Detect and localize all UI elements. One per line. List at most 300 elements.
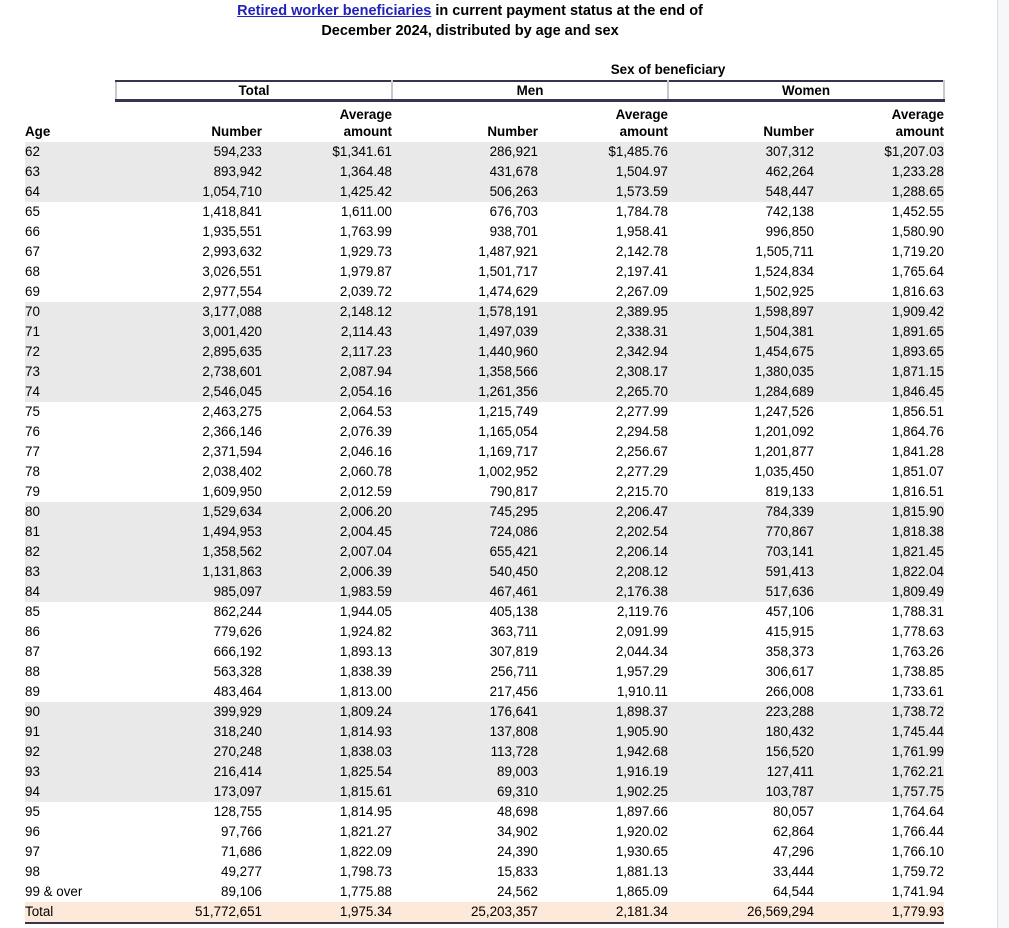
men-number-cell: 34,902: [497, 824, 538, 839]
women-average-cell: 1,733.61: [891, 684, 944, 699]
men-number-cell: 217,456: [489, 684, 538, 699]
women-number-cell: 223,288: [668, 702, 814, 722]
column-header-men-average: [538, 101, 668, 143]
women-number-cell: 1,201,092: [754, 424, 814, 439]
men-number-cell: 1,501,717: [478, 264, 538, 279]
table-row: [25, 382, 944, 402]
men-number-cell: 655,421: [392, 542, 538, 562]
men-average-cell: 2,119.76: [616, 604, 668, 619]
men-average-cell: 1,865.09: [615, 884, 668, 899]
total-number-cell: 862,244: [213, 604, 262, 619]
men-number-cell: 256,711: [490, 664, 538, 679]
age-cell: 86: [25, 624, 40, 639]
women-average-cell: 1,871.15: [814, 362, 944, 382]
men-average-cell: 2,215.70: [615, 484, 668, 499]
total-number-cell: 2,463,275: [202, 404, 262, 419]
men-number-cell: 307,819: [489, 644, 538, 659]
column-header-age: Age: [25, 123, 51, 139]
total-average-cell: 2,076.39: [339, 424, 392, 439]
beneficiaries-table: [25, 56, 945, 924]
column-header-men-number: Number: [487, 123, 538, 139]
total-number-cell: 2,546,045: [116, 382, 262, 402]
total-average-cell: 1,815.61: [262, 782, 392, 802]
men-number-cell: 1,165,054: [478, 424, 538, 439]
women-number-cell: 62,864: [773, 824, 814, 839]
age-cell: 77: [25, 444, 40, 459]
women-number-cell: 517,636: [668, 582, 814, 602]
age-cell: 93: [25, 762, 116, 782]
table-row: [25, 902, 944, 923]
women-average-cell: 1,891.65: [814, 322, 944, 342]
total-number-cell: 49,277: [221, 864, 262, 879]
total-average-cell: 1,924.82: [339, 624, 392, 639]
total-number-cell: 483,464: [213, 684, 262, 699]
total-average-cell: 2,087.94: [262, 362, 392, 382]
men-number-cell: 431,678: [392, 162, 538, 182]
men-number-cell: 1,261,356: [392, 382, 538, 402]
men-number-cell: 286,921: [392, 142, 538, 162]
women-average-cell: 1,851.07: [891, 464, 944, 479]
total-number-cell: 2,977,554: [202, 284, 262, 299]
total-number-cell: 1,358,562: [116, 542, 262, 562]
men-average-cell: 1,573.59: [538, 182, 668, 202]
total-number-cell: 2,738,601: [116, 362, 262, 382]
total-average-cell: 2,117.23: [262, 342, 392, 362]
women-average-cell: 1,816.51: [891, 484, 944, 499]
women-number-cell: 784,339: [668, 502, 814, 522]
age-cell: 82: [25, 542, 116, 562]
women-average-cell: 1,719.20: [891, 244, 944, 259]
total-number-cell: 1,494,953: [116, 522, 262, 542]
table-row: [25, 142, 944, 162]
men-number-cell: 1,002,952: [478, 464, 538, 479]
table-row: [25, 802, 944, 822]
women-number-cell: 1,504,381: [668, 322, 814, 342]
table-row: [25, 562, 944, 582]
women-average-cell: 1,821.45: [814, 542, 944, 562]
men-average-cell: 1,902.25: [538, 782, 668, 802]
men-average-cell: 2,091.99: [615, 624, 668, 639]
total-average-cell: 1,838.39: [339, 664, 392, 679]
women-number-cell: 156,520: [668, 742, 814, 762]
age-cell: 76: [25, 424, 40, 439]
men-number-cell: 790,817: [489, 484, 538, 499]
men-number-cell: 1,215,749: [478, 404, 538, 419]
total-average-cell: 2,114.43: [262, 322, 392, 342]
men-average-cell: 2,277.29: [615, 464, 668, 479]
total-average-cell: 1,763.99: [339, 224, 392, 239]
women-average-cell: 1,761.99: [814, 742, 944, 762]
age-cell: 65: [25, 204, 40, 219]
total-average-cell: 1,944.05: [339, 604, 392, 619]
total-average-cell: 1,611.00: [340, 204, 392, 219]
total-number-cell: 1,054,710: [116, 182, 262, 202]
men-number-cell: 15,833: [497, 864, 538, 879]
scrollbar-track[interactable]: [997, 0, 1009, 928]
women-number-cell: 1,247,526: [754, 404, 814, 419]
age-cell: 94: [25, 782, 116, 802]
women-average-cell: 1,580.90: [891, 224, 944, 239]
table-row: [25, 742, 944, 762]
women-number-cell: 307,312: [668, 142, 814, 162]
women-number-cell: 80,057: [773, 804, 814, 819]
women-average-cell: 1,759.72: [891, 864, 944, 879]
women-average-cell: 1,765.64: [891, 264, 944, 279]
sex-header-row: [25, 56, 944, 81]
total-average-cell: 1,425.42: [262, 182, 392, 202]
women-number-cell: 742,138: [765, 204, 814, 219]
men-number-cell: 506,263: [392, 182, 538, 202]
column-header-women-average: [814, 101, 944, 143]
men-average-cell: 1,897.66: [615, 804, 668, 819]
women-average-cell: 1,764.64: [891, 804, 944, 819]
table-row: [25, 322, 944, 342]
table-row: [25, 522, 944, 542]
women-number-cell: 1,505,711: [755, 244, 814, 259]
men-number-cell: 69,310: [392, 782, 538, 802]
women-average-cell: 1,452.55: [891, 204, 944, 219]
total-number-cell: 270,248: [116, 742, 262, 762]
men-average-cell: 2,256.67: [615, 444, 668, 459]
age-cell: 95: [25, 804, 40, 819]
age-cell: 91: [25, 722, 116, 742]
table-row: [25, 402, 944, 422]
women-average-cell: 1,745.44: [814, 722, 944, 742]
men-number-cell: 724,086: [392, 522, 538, 542]
women-number-cell: 462,264: [668, 162, 814, 182]
total-number-cell: 173,097: [116, 782, 262, 802]
women-number-cell: 591,413: [668, 562, 814, 582]
men-number-cell: 1,497,039: [392, 322, 538, 342]
age-cell: 62: [25, 142, 116, 162]
total-number-cell: 2,371,594: [202, 444, 262, 459]
total-number-cell: 985,097: [116, 582, 262, 602]
sex-of-beneficiary-header: Sex of beneficiary: [610, 62, 726, 77]
table-row: [25, 222, 944, 242]
women-number-cell: 770,867: [668, 522, 814, 542]
women-average-cell: 1,788.31: [891, 604, 944, 619]
women-number-cell: 127,411: [668, 762, 814, 782]
age-cell: 68: [25, 264, 40, 279]
age-cell: 78: [25, 464, 40, 479]
total-average-cell: 1,364.48: [262, 162, 392, 182]
total-average-cell: 1,975.34: [262, 902, 392, 923]
men-average-cell: $1,485.76: [538, 142, 668, 162]
age-cell: 84: [25, 582, 116, 602]
age-cell: 75: [25, 404, 40, 419]
total-average-cell: 1,809.24: [262, 702, 392, 722]
women-average-cell: 1,856.51: [891, 404, 944, 419]
women-number-cell: 103,787: [668, 782, 814, 802]
title-link[interactable]: Retired worker beneficiaries: [237, 3, 432, 19]
total-number-cell: 1,935,551: [202, 224, 262, 239]
total-average-cell: 1,813.00: [339, 684, 392, 699]
age-cell: 96: [25, 824, 40, 839]
spacer-cell: [25, 81, 116, 101]
men-average-cell: 2,206.14: [538, 542, 668, 562]
table-row: [25, 662, 944, 682]
men-number-cell: 137,808: [392, 722, 538, 742]
table-row: [25, 262, 944, 282]
total-number-cell: 779,626: [213, 624, 262, 639]
women-average-cell: 1,909.42: [814, 302, 944, 322]
column-header-row: [25, 101, 944, 143]
women-average-cell: 1,738.85: [891, 664, 944, 679]
table-row: [25, 762, 944, 782]
men-number-cell: 467,461: [392, 582, 538, 602]
men-average-cell: 1,958.41: [615, 224, 668, 239]
women-average-cell: 1,778.63: [891, 624, 944, 639]
total-number-cell: 3,177,088: [116, 302, 262, 322]
table-row: [25, 342, 944, 362]
women-number-cell: 548,447: [668, 182, 814, 202]
men-average-cell: 1,942.68: [538, 742, 668, 762]
average-header-line: amount: [343, 123, 392, 139]
total-number-cell: 1,131,863: [116, 562, 262, 582]
age-cell: 64: [25, 182, 116, 202]
total-number-cell: 563,328: [213, 664, 262, 679]
women-average-cell: 1,757.75: [814, 782, 944, 802]
table-row: [25, 862, 944, 882]
total-average-cell: 1,821.27: [339, 824, 392, 839]
men-number-cell: 1,474,629: [478, 284, 538, 299]
men-number-cell: 1,578,191: [392, 302, 538, 322]
men-number-cell: 48,698: [497, 804, 538, 819]
age-cell: 98: [25, 864, 40, 879]
men-number-cell: 113,728: [392, 742, 538, 762]
table-row: [25, 722, 944, 742]
total-average-cell: 1,825.54: [262, 762, 392, 782]
total-number-cell: 318,240: [116, 722, 262, 742]
total-number-cell: 216,414: [116, 762, 262, 782]
total-number-cell: 51,772,651: [116, 902, 262, 923]
table-row: [25, 682, 944, 702]
men-number-cell: 676,703: [489, 204, 538, 219]
men-average-cell: 2,208.12: [538, 562, 668, 582]
total-average-cell: 2,064.53: [339, 404, 392, 419]
age-cell: 72: [25, 342, 116, 362]
age-cell: 81: [25, 522, 116, 542]
women-average-cell: 1,741.94: [891, 884, 944, 899]
women-number-cell: 1,524,834: [754, 264, 814, 279]
column-header-total-average: [262, 101, 392, 143]
total-average-cell: 2,007.04: [262, 542, 392, 562]
table-row: [25, 642, 944, 662]
table-row: [25, 182, 944, 202]
group-header-men: Men: [392, 81, 668, 101]
men-number-cell: 89,003: [392, 762, 538, 782]
total-average-cell: 2,060.78: [339, 464, 392, 479]
average-header-line: amount: [895, 123, 944, 139]
total-number-cell: 399,929: [116, 702, 262, 722]
men-number-cell: 745,295: [392, 502, 538, 522]
women-number-cell: 1,284,689: [668, 382, 814, 402]
age-cell: 89: [25, 684, 40, 699]
total-average-cell: 2,046.16: [339, 444, 392, 459]
men-average-cell: 2,342.94: [538, 342, 668, 362]
average-header-line: Average: [339, 107, 392, 122]
total-average-cell: 1,838.03: [262, 742, 392, 762]
age-cell: 71: [25, 322, 116, 342]
women-average-cell: $1,207.03: [814, 142, 944, 162]
men-average-cell: 2,338.31: [538, 322, 668, 342]
women-number-cell: 1,598,897: [668, 302, 814, 322]
total-number-cell: 97,766: [221, 824, 262, 839]
total-number-cell: 1,529,634: [116, 502, 262, 522]
women-number-cell: 1,380,035: [668, 362, 814, 382]
total-number-cell: 2,038,402: [202, 464, 262, 479]
total-number-cell: 89,106: [221, 884, 262, 899]
total-average-cell: 1,979.87: [339, 264, 392, 279]
total-average-cell: 1,775.88: [339, 884, 392, 899]
women-number-cell: 1,201,877: [754, 444, 814, 459]
men-number-cell: 1,440,960: [392, 342, 538, 362]
men-average-cell: 1,504.97: [538, 162, 668, 182]
total-average-cell: 2,012.59: [339, 484, 392, 499]
men-number-cell: 24,390: [497, 844, 538, 859]
total-average-cell: 2,004.45: [262, 522, 392, 542]
men-number-cell: 24,562: [497, 884, 538, 899]
women-average-cell: 1,766.10: [891, 844, 944, 859]
table-row: [25, 302, 944, 322]
total-number-cell: 128,755: [213, 804, 262, 819]
age-cell: 66: [25, 224, 40, 239]
women-average-cell: 1,846.45: [814, 382, 944, 402]
total-number-cell: 71,686: [221, 844, 262, 859]
women-average-cell: 1,864.76: [891, 424, 944, 439]
table-row: [25, 362, 944, 382]
women-number-cell: 64,544: [773, 884, 814, 899]
women-number-cell: 1,454,675: [668, 342, 814, 362]
table-row: [25, 442, 944, 462]
men-average-cell: 2,197.41: [615, 264, 668, 279]
total-average-cell: 2,148.12: [262, 302, 392, 322]
men-average-cell: 2,267.09: [615, 284, 668, 299]
age-cell: Total: [25, 902, 116, 923]
men-average-cell: 2,294.58: [615, 424, 668, 439]
total-number-cell: 1,418,841: [202, 204, 262, 219]
title-line1-rest: in current payment status at the end of: [431, 3, 703, 19]
table-row: [25, 602, 944, 622]
women-average-cell: 1,288.65: [814, 182, 944, 202]
age-cell: 92: [25, 742, 116, 762]
men-number-cell: 25,203,357: [392, 902, 538, 923]
table-row: [25, 622, 944, 642]
age-cell: 73: [25, 362, 116, 382]
men-number-cell: 540,450: [392, 562, 538, 582]
women-number-cell: 33,444: [773, 864, 814, 879]
women-number-cell: 26,569,294: [668, 902, 814, 923]
men-average-cell: 1,910.11: [616, 684, 668, 699]
total-number-cell: 2,993,632: [202, 244, 262, 259]
women-number-cell: 47,296: [773, 844, 814, 859]
group-header-women: Women: [668, 81, 944, 101]
women-number-cell: 703,141: [668, 542, 814, 562]
men-number-cell: 176,641: [392, 702, 538, 722]
men-average-cell: 1,920.02: [615, 824, 668, 839]
column-header-total-number: Number: [211, 123, 262, 139]
age-cell: 63: [25, 162, 116, 182]
women-average-cell: 1,809.49: [814, 582, 944, 602]
women-average-cell: 1,779.93: [814, 902, 944, 923]
group-header-total: Total: [116, 81, 392, 101]
total-average-cell: 2,006.39: [262, 562, 392, 582]
women-average-cell: 1,233.28: [814, 162, 944, 182]
table-row: [25, 882, 944, 902]
table-row: [25, 462, 944, 482]
men-number-cell: 1,358,566: [392, 362, 538, 382]
age-cell: 87: [25, 644, 40, 659]
women-number-cell: 358,373: [765, 644, 814, 659]
total-number-cell: 3,001,420: [116, 322, 262, 342]
women-number-cell: 1,502,925: [754, 284, 814, 299]
men-average-cell: 2,181.34: [538, 902, 668, 923]
page-title: [0, 2, 940, 41]
women-number-cell: 1,035,450: [754, 464, 814, 479]
table-row: [25, 162, 944, 182]
men-average-cell: 1,930.65: [615, 844, 668, 859]
women-average-cell: 1,841.28: [891, 444, 944, 459]
table-row: [25, 842, 944, 862]
table-row: [25, 482, 944, 502]
total-average-cell: 2,006.20: [262, 502, 392, 522]
average-header-line: amount: [619, 123, 668, 139]
men-average-cell: 1,881.13: [615, 864, 668, 879]
women-average-cell: 1,818.38: [814, 522, 944, 542]
age-cell: 69: [25, 284, 40, 299]
table-row: [25, 822, 944, 842]
age-cell: 83: [25, 562, 116, 582]
total-number-cell: 2,895,635: [116, 342, 262, 362]
women-number-cell: 819,133: [765, 484, 814, 499]
total-number-cell: 2,366,146: [202, 424, 262, 439]
men-number-cell: 1,169,717: [478, 444, 538, 459]
women-average-cell: 1,763.26: [891, 644, 944, 659]
total-average-cell: 1,929.73: [339, 244, 392, 259]
table-row: [25, 782, 944, 802]
men-average-cell: 1,905.90: [538, 722, 668, 742]
women-average-cell: 1,815.90: [814, 502, 944, 522]
women-average-cell: 1,766.44: [891, 824, 944, 839]
women-average-cell: 1,816.63: [891, 284, 944, 299]
age-cell: 90: [25, 702, 116, 722]
women-number-cell: 180,432: [668, 722, 814, 742]
total-number-cell: 3,026,551: [202, 264, 262, 279]
age-cell: 85: [25, 604, 40, 619]
women-average-cell: 1,893.65: [814, 342, 944, 362]
age-cell: 97: [25, 844, 40, 859]
men-average-cell: 1,784.78: [615, 204, 668, 219]
total-number-cell: 1,609,950: [202, 484, 262, 499]
women-number-cell: 415,915: [765, 624, 814, 639]
men-average-cell: 2,202.54: [538, 522, 668, 542]
table-row: [25, 702, 944, 722]
men-number-cell: 405,138: [489, 604, 538, 619]
total-average-cell: 1,822.09: [339, 844, 392, 859]
women-number-cell: 266,008: [765, 684, 814, 699]
total-number-cell: 893,942: [116, 162, 262, 182]
table-row: [25, 542, 944, 562]
men-average-cell: 2,176.38: [538, 582, 668, 602]
table-body: [25, 142, 944, 923]
total-average-cell: 2,054.16: [262, 382, 392, 402]
group-header-row: [25, 81, 944, 101]
table-row: [25, 502, 944, 522]
men-number-cell: 363,711: [490, 624, 538, 639]
women-average-cell: 1,762.21: [814, 762, 944, 782]
age-cell: 99 & over: [25, 884, 83, 899]
table-row: [25, 422, 944, 442]
